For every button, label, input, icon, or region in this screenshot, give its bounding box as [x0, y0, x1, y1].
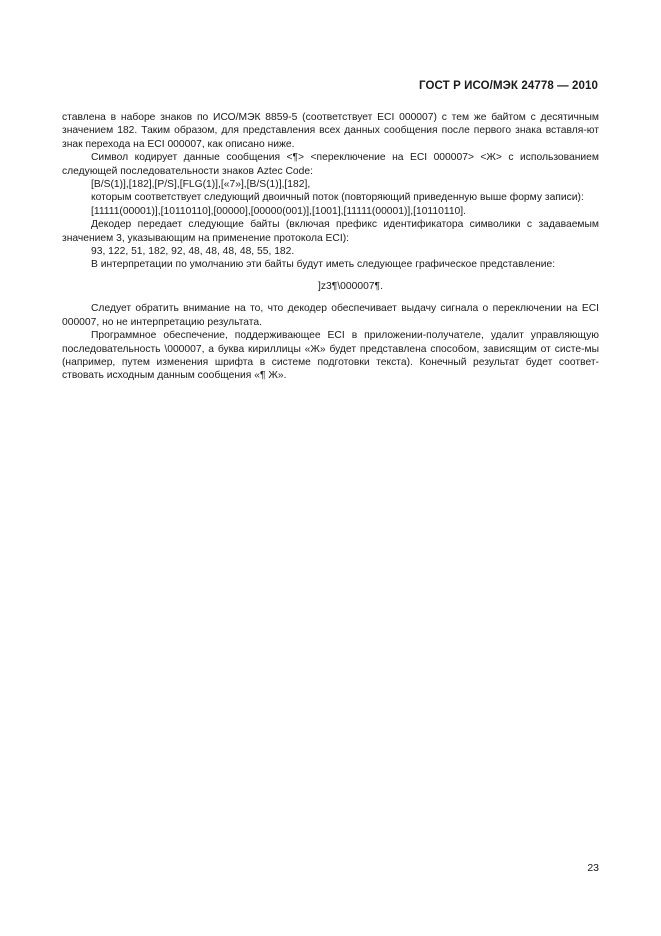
page-number: 23 [587, 862, 599, 874]
paragraph-decoder-bytes: Декодер передает следующие байты (включая префикс идентификатора символики с задаваемым значением 3, указывающим на применение протокола ECI): [62, 219, 599, 244]
paragraph-binary-stream-intro: которым соответствует следующий двоичный поток (повторяющий приведенную выше форму записи): [91, 192, 584, 204]
paragraph-default-interpretation: В интерпретации по умолчанию эти байты будут иметь следующее графическое представление: [91, 259, 556, 271]
paragraph-note: Следует обратить внимание на то, что декодер обеспечивает выдачу сигнала о переключении на ECI 000007, но не интерпретацию результата. [62, 303, 599, 328]
binary-stream: [11111(00001)],[10110110],[00000],[00000(001)],[1001],[11111(00001)],[10110110]. [91, 205, 466, 217]
aztec-char-sequence: [B/S(1)],[182],[P/S],[FLG(1)],[«7»],[B/S(1)],[182], [91, 179, 311, 191]
paragraph-symbol-encoding: Символ кодирует данные сообщения <¶> <переключение на ECI 000007> <Ж> с использованием следующей последовательности знаков Aztec Code: [62, 152, 599, 177]
standard-header: ГОСТ Р ИСО/МЭК 24778 — 2010 [419, 80, 598, 92]
body-text [62, 111, 599, 383]
graphical-representation: ]z3¶\000007¶. [318, 280, 383, 292]
paragraph-software-handling: Программное обеспечение, поддерживающее ECI в приложении-получателе, удалит управляющую последовательность \000007, а буква кириллицы «Ж» будет представлена способом, зависящим от систе-мы (например, путем изменения шрифта в системе подготовки текста). Конечный результат будет соответ-ствовать исходным данным сообщения «¶ Ж». [62, 330, 599, 382]
paragraph-continuation: ставлена в наборе знаков по ИСО/МЭК 8859-5 (соответствует ECI 000007) с тем же байтом с десятичным значением 182. Таким образом, для представления всех данных сообщения после первого знака вставля-ют знак перехода на ECI 000007, как описано ниже. [62, 112, 599, 150]
decoder-byte-list: 93, 122, 51, 182, 92, 48, 48, 48, 48, 55, 182. [91, 246, 295, 258]
